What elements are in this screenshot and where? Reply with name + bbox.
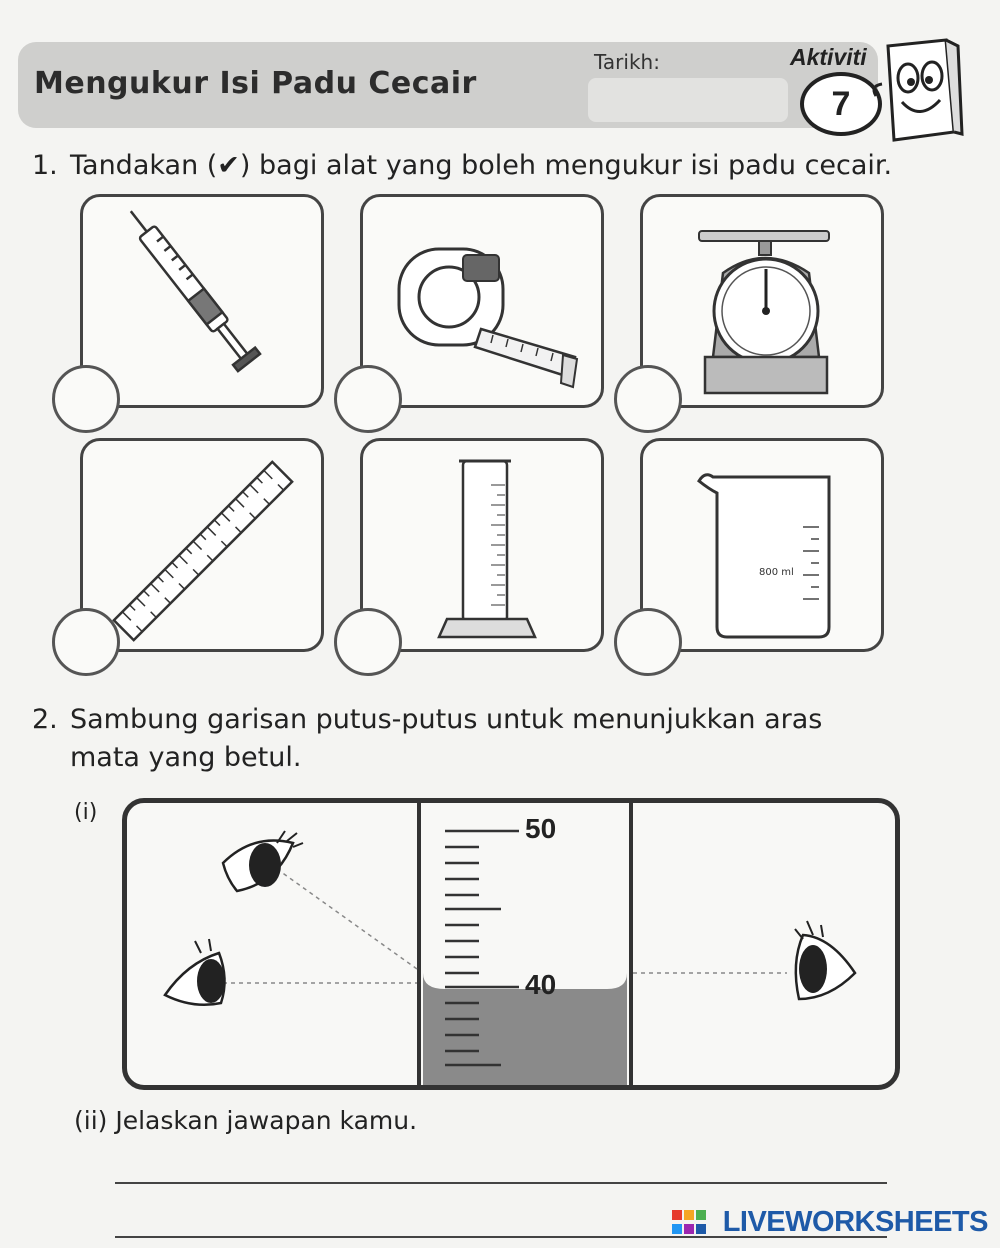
part-ii-prompt: (ii) Jelaskan jawapan kamu. xyxy=(74,1106,418,1135)
weighing-scale-icon xyxy=(643,197,887,411)
card-measuring-tape xyxy=(360,194,604,408)
scale-label-40: 40 xyxy=(525,969,557,1000)
liveworksheets-logo-icon xyxy=(672,1208,710,1240)
question1-text: Tandakan (✔) bagi alat yang boleh mengukur isi padu cecair. xyxy=(70,150,893,181)
date-label: Tarikh: xyxy=(594,50,660,74)
answer-circle-ruler[interactable] xyxy=(52,608,120,676)
answer-circle-measuring-cylinder[interactable] xyxy=(334,608,402,676)
book-mascot-icon xyxy=(868,36,964,146)
eye-lower-left-icon xyxy=(165,939,225,1005)
measuring-cylinder-icon xyxy=(363,441,607,655)
card-syringe xyxy=(80,194,324,408)
eye-upper-left-icon xyxy=(223,831,303,891)
question2-number: 2. xyxy=(32,704,58,735)
date-field[interactable] xyxy=(588,78,788,122)
answer-line-1[interactable] xyxy=(115,1182,887,1184)
activity-number: 7 xyxy=(800,72,882,136)
beaker-label: 800 ml xyxy=(759,567,794,578)
card-weighing-scale xyxy=(640,194,884,408)
card-beaker xyxy=(640,438,884,652)
eye-level-diagram xyxy=(122,798,900,1090)
answer-circle-syringe[interactable] xyxy=(52,365,120,433)
syringe-icon xyxy=(83,197,327,411)
answer-circle-beaker[interactable] xyxy=(614,608,682,676)
card-measuring-cylinder xyxy=(360,438,604,652)
measuring-tape-icon xyxy=(363,197,607,411)
liveworksheets-brand: LIVEWORKSHEETS xyxy=(722,1206,988,1238)
answer-circle-measuring-tape[interactable] xyxy=(334,365,402,433)
question2-text-line2: mata yang betul. xyxy=(70,742,302,773)
page-title: Mengukur Isi Padu Cecair xyxy=(34,66,477,101)
scale-label-50: 50 xyxy=(525,813,557,844)
eye-right-icon xyxy=(795,921,855,999)
activity-label: Aktiviti xyxy=(790,44,867,70)
eye-level-graphic xyxy=(127,803,895,1085)
question1-number: 1. xyxy=(32,150,58,181)
answer-circle-weighing-scale[interactable] xyxy=(614,365,682,433)
ruler-icon xyxy=(83,441,327,655)
question2-text-line1: Sambung garisan putus-putus untuk menunjukkan aras xyxy=(70,704,823,735)
part-i-label: (i) xyxy=(74,800,98,825)
card-ruler xyxy=(80,438,324,652)
beaker-icon xyxy=(643,441,887,655)
